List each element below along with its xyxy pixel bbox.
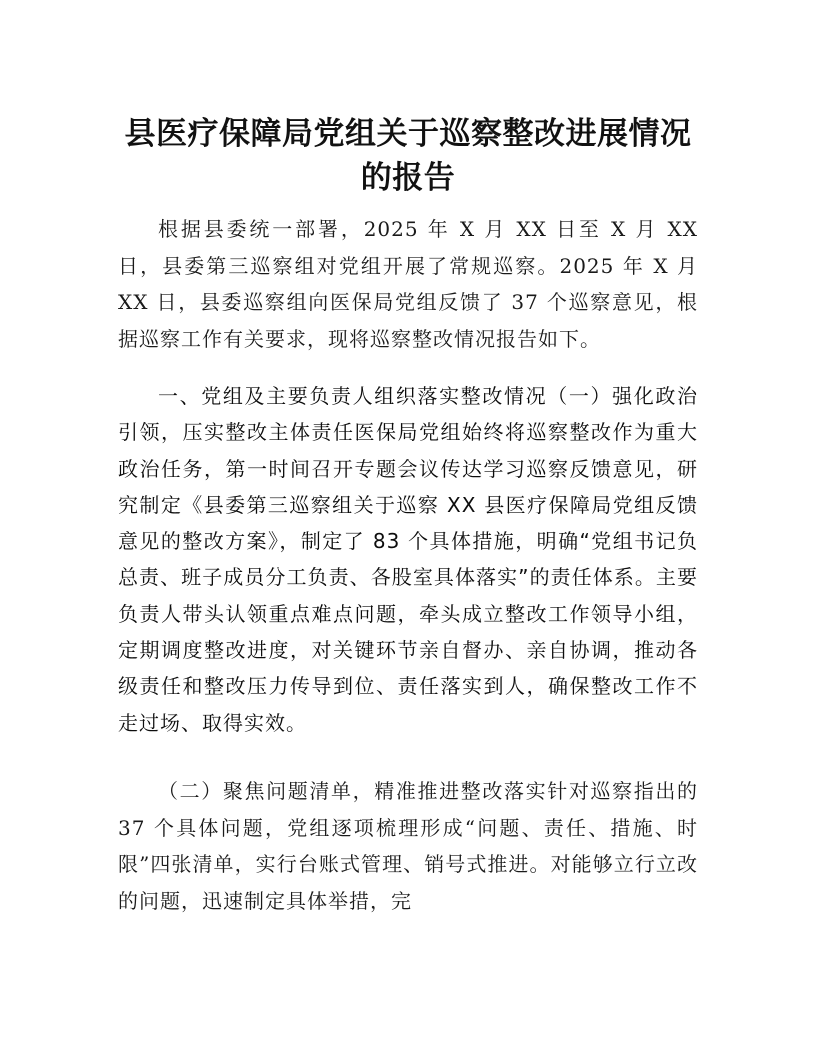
intro-paragraph: 根据县委统一部署，2025 年 X 月 XX 日至 X 月 XX 日，县委第三巡察组对党组开展了常规巡察。2025 年 X 月 XX 日，县委巡察组向医保局党组反馈了 37 个巡察意见，根据巡察工作有关要求，现将巡察整改情况报告如下。 [118,217,698,351]
section-one-paragraph: 一、党组及主要负责人组织落实整改情况（一）强化政治引领，压实整改主体责任医保局党组始终将巡察整改作为重大政治任务，第一时间召开专题会议传达学习巡察反馈意见，研究制定《县委第三巡察组关于巡察 XX 县医疗保障局党组反馈意见的整改方案》，制定了 83 个具体措施，明确“党组书记负总责、班子成员分工负责、各股室具体落实”的责任体系。主要负责人带头认领重点难点问题，牵头成立整改工作领导小组，定期调度整改进度，对关键环节亲自督办、亲自协调，推动各级责任和整改压力传导到位、责任落实到人，确保整改工作不走过场、取得实效。 [118,384,698,735]
section-two-paragraph: （二）聚焦问题清单，精准推进整改落实针对巡察指出的 37 个具体问题，党组逐项梳理形成“问题、责任、措施、时限”四张清单，实行台账式管理、销号式推进。对能够立行立改的问题，迅速制定具体举措，完 [118,779,698,913]
document-title: 县医疗保障局党组关于巡察整改进展情况的报告 [124,116,692,196]
